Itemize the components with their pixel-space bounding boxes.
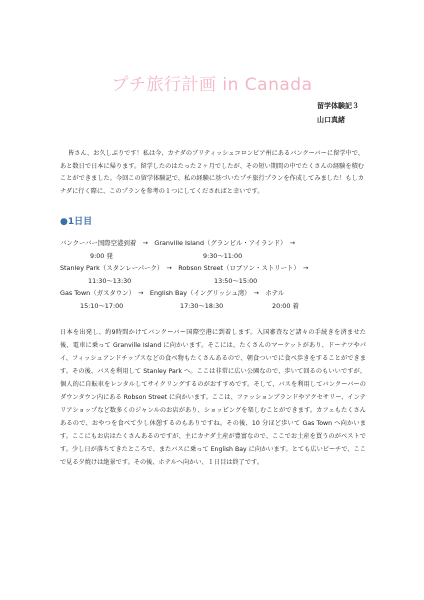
route-line: Gas Town（ガスタウン） → English Bay（イングリッシュ湾） → ホテル (60, 289, 285, 297)
route-times (60, 300, 370, 313)
body-paragraph: 日本を出発し、約9時間かけてバンクーバー国際空港に到着します。入国審査など諸々の手続きを済ませた後、電車に乗って Granville Island に向かいます。そこには、たくさんのマーケットがあり、ドーナツやパイ、フィッシュアンドチップスなどの食べ物もたくさんあるので、朝食ついでに食べ歩きをすることができます。その後、バスを利用して Stanley Park へ。ここは非常に広い公園なので、歩いて回るのもいいですが、個人的に自転車をレンタルしてサイクリングするのがおすすめです。そして、バスを利用してバンクーバーのダウンタウン内にある Robson Street に向かいます。ここは、ファッションブランドやアクセサリー、インテリアショップなど数多くのジャンルのお店があり、ショッピングを楽しむことができます。カフェもたくさんあるので、おやつを食べて少し休憩するのもありですね。その後、10 分ほど歩いて Gas Town へ向かいます。ここにもお店はたくさんあるのですが、主にカナダ土産が豊富なので、ここでお土産を買うのがベストです。少し日が落ちてきたところで、またバスに乗って English Bay に向かいます。とても広いビーチで、ここで見る夕焼けは絶景です。その後、ホテルへ向かい、１日目は終了です。 (60, 329, 366, 466)
route-times (60, 250, 370, 263)
author-name: 山口真緒 (317, 116, 345, 124)
route-time: 9:00 発 (90, 251, 113, 260)
author-block (317, 99, 359, 127)
route-line: バンクーバー国際空港到着 → Granville Island（グランビル・アイランド） → (60, 239, 296, 247)
route-times (60, 275, 370, 288)
itinerary-route (60, 237, 370, 312)
intro-paragraph: 皆さん、お久しぶりです！私は今、カナダのブリティッシュコロンビア州にあるバンクーバーに留学中で、あと数日で日本に帰ります。留学したのはたった２ヶ月でしたが、その短い期間の中でたくさんの経験を積むことができました。今回この留学体験記で、私の経験に基づいたプチ旅行プランを作成してみました！もしカナダに行く際に、このプランを参考の１つにしてくださればと幸いです。 (60, 150, 364, 195)
route-time: 17:30～18:30 (180, 301, 224, 310)
series-label: 留学体験記３ (317, 102, 359, 110)
section-heading-day1: ●1日目 (60, 217, 93, 227)
route-time: 13:50～15:00 (214, 276, 258, 285)
route-time: 11:30～13:30 (88, 276, 132, 285)
route-time: 20:00 着 (272, 301, 299, 310)
route-time: 15:10～17:00 (80, 301, 124, 310)
route-line: Stanley Park（スタンレーパーク） → Robson Street（ロブソン・ストリート） → (60, 264, 309, 272)
route-time: 9:30～11:00 (203, 251, 243, 260)
page-title: プチ旅行計画 in Canada (111, 75, 313, 95)
